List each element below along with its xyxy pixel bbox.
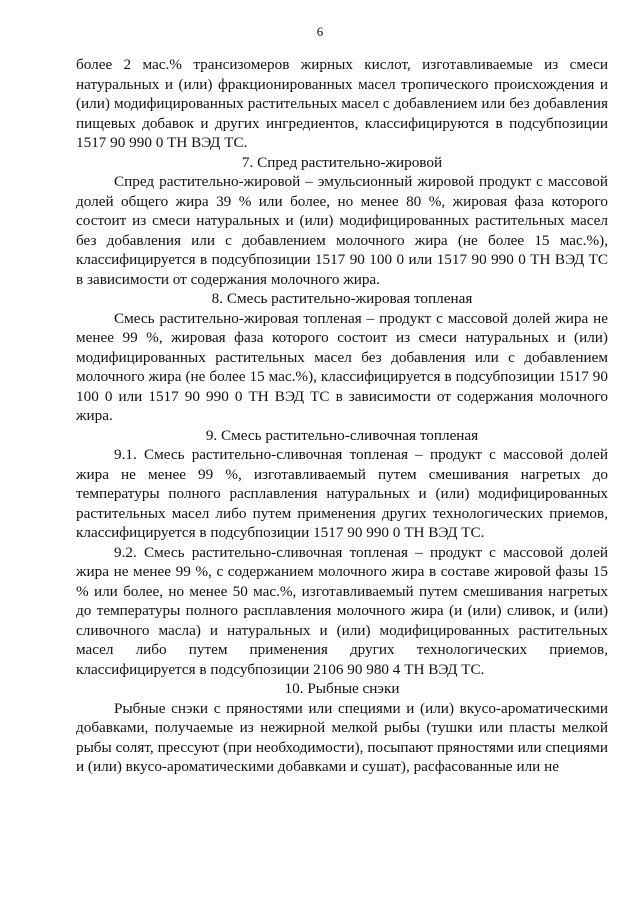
- section-9-2-paragraph: 9.2. Смесь растительно-сливочная топленая – продукт с массовой долей жира не менее 99 %, с содержанием молочного жира в составе жировой фазы 15 % или более, но менее 50 мас.%, изготавливаемый путем смешивания нагретых до температуры полного расплавления молочного жира (и (или) сливок, и (или) сливочного масла) и натуральных и (или) модифицированных растительных масел либо путем применения других технологических приемов, классифицируется в подсубпозиции 2106 90 980 4 ТН ВЭД ТС.: [76, 543, 608, 678]
- section-7-heading: 7. Спред растительно-жировой: [241, 153, 443, 171]
- section-8-heading: 8. Смесь растительно-жировая топленая: [211, 290, 473, 307]
- intro-paragraph: более 2 мас.% трансизомеров жирных кислот, изготавливаемые из смеси натуральных и (или) фракционированных масел тропического происхождения и (или) модифицированных растительных масел с добавлением или без добавления пищевых добавок и других ингредиентов, классифицируются в подсубпозиции 1517 90 990 0 ТН ВЭД ТС.: [76, 56, 608, 151]
- section-10-paragraph: Рыбные снэки с пряностями или специями и (или) вкусо-ароматическими добавками, получаемые из нежирной мелкой рыбы (тушки или пласты мелкой рыбы солят, прессуют (при необходимости), посыпают пряностями или специями и (или) вкусо-ароматическими добавками и сушат), расфасованные или не: [76, 699, 608, 775]
- page-number: 6: [316, 24, 324, 39]
- document-body: [76, 55, 608, 777]
- section-10-heading: 10. Рыбные снэки: [284, 680, 400, 697]
- section-9-heading: 9. Смесь растительно-сливочная топленая: [205, 426, 479, 444]
- section-9-1-paragraph: 9.1. Смесь растительно-сливочная топленая – продукт с массовой долей жира не менее 99 %, изготавливаемый путем смешивания нагретых до температуры полного расплавления натуральных и (или) модифицированных растительных масел либо путем применения других технологических приемов, классифицируется в подсубпозиции 1517 90 990 0 ТН ВЭД ТС.: [76, 446, 608, 541]
- section-8-paragraph: Смесь растительно-жировая топленая – продукт с массовой долей жира не менее 99 %, жировая фаза которого состоит из смеси натуральных и (или) модифицированных растительных масел без добавления или с добавлением молочного жира (не более 15 мас.%), классифицируется в подсубпозиции 1517 90 100 0 или 1517 90 990 0 ТН ВЭД ТС в зависимости от содержания молочного жира.: [76, 309, 608, 424]
- section-7-paragraph: Спред растительно-жировой – эмульсионный жировой продукт с массовой долей общего жира 39 % или более, но менее 80 %, жировая фаза которого состоит из смеси натуральных и (или) модифицированных растительных масел без добавления или с добавлением молочного жира (не более 15 мас.%), классифицируется в подсубпозиции 1517 90 100 0 или 1517 90 990 0 ТН ВЭД ТС в зависимости от содержания молочного жира.: [76, 173, 608, 288]
